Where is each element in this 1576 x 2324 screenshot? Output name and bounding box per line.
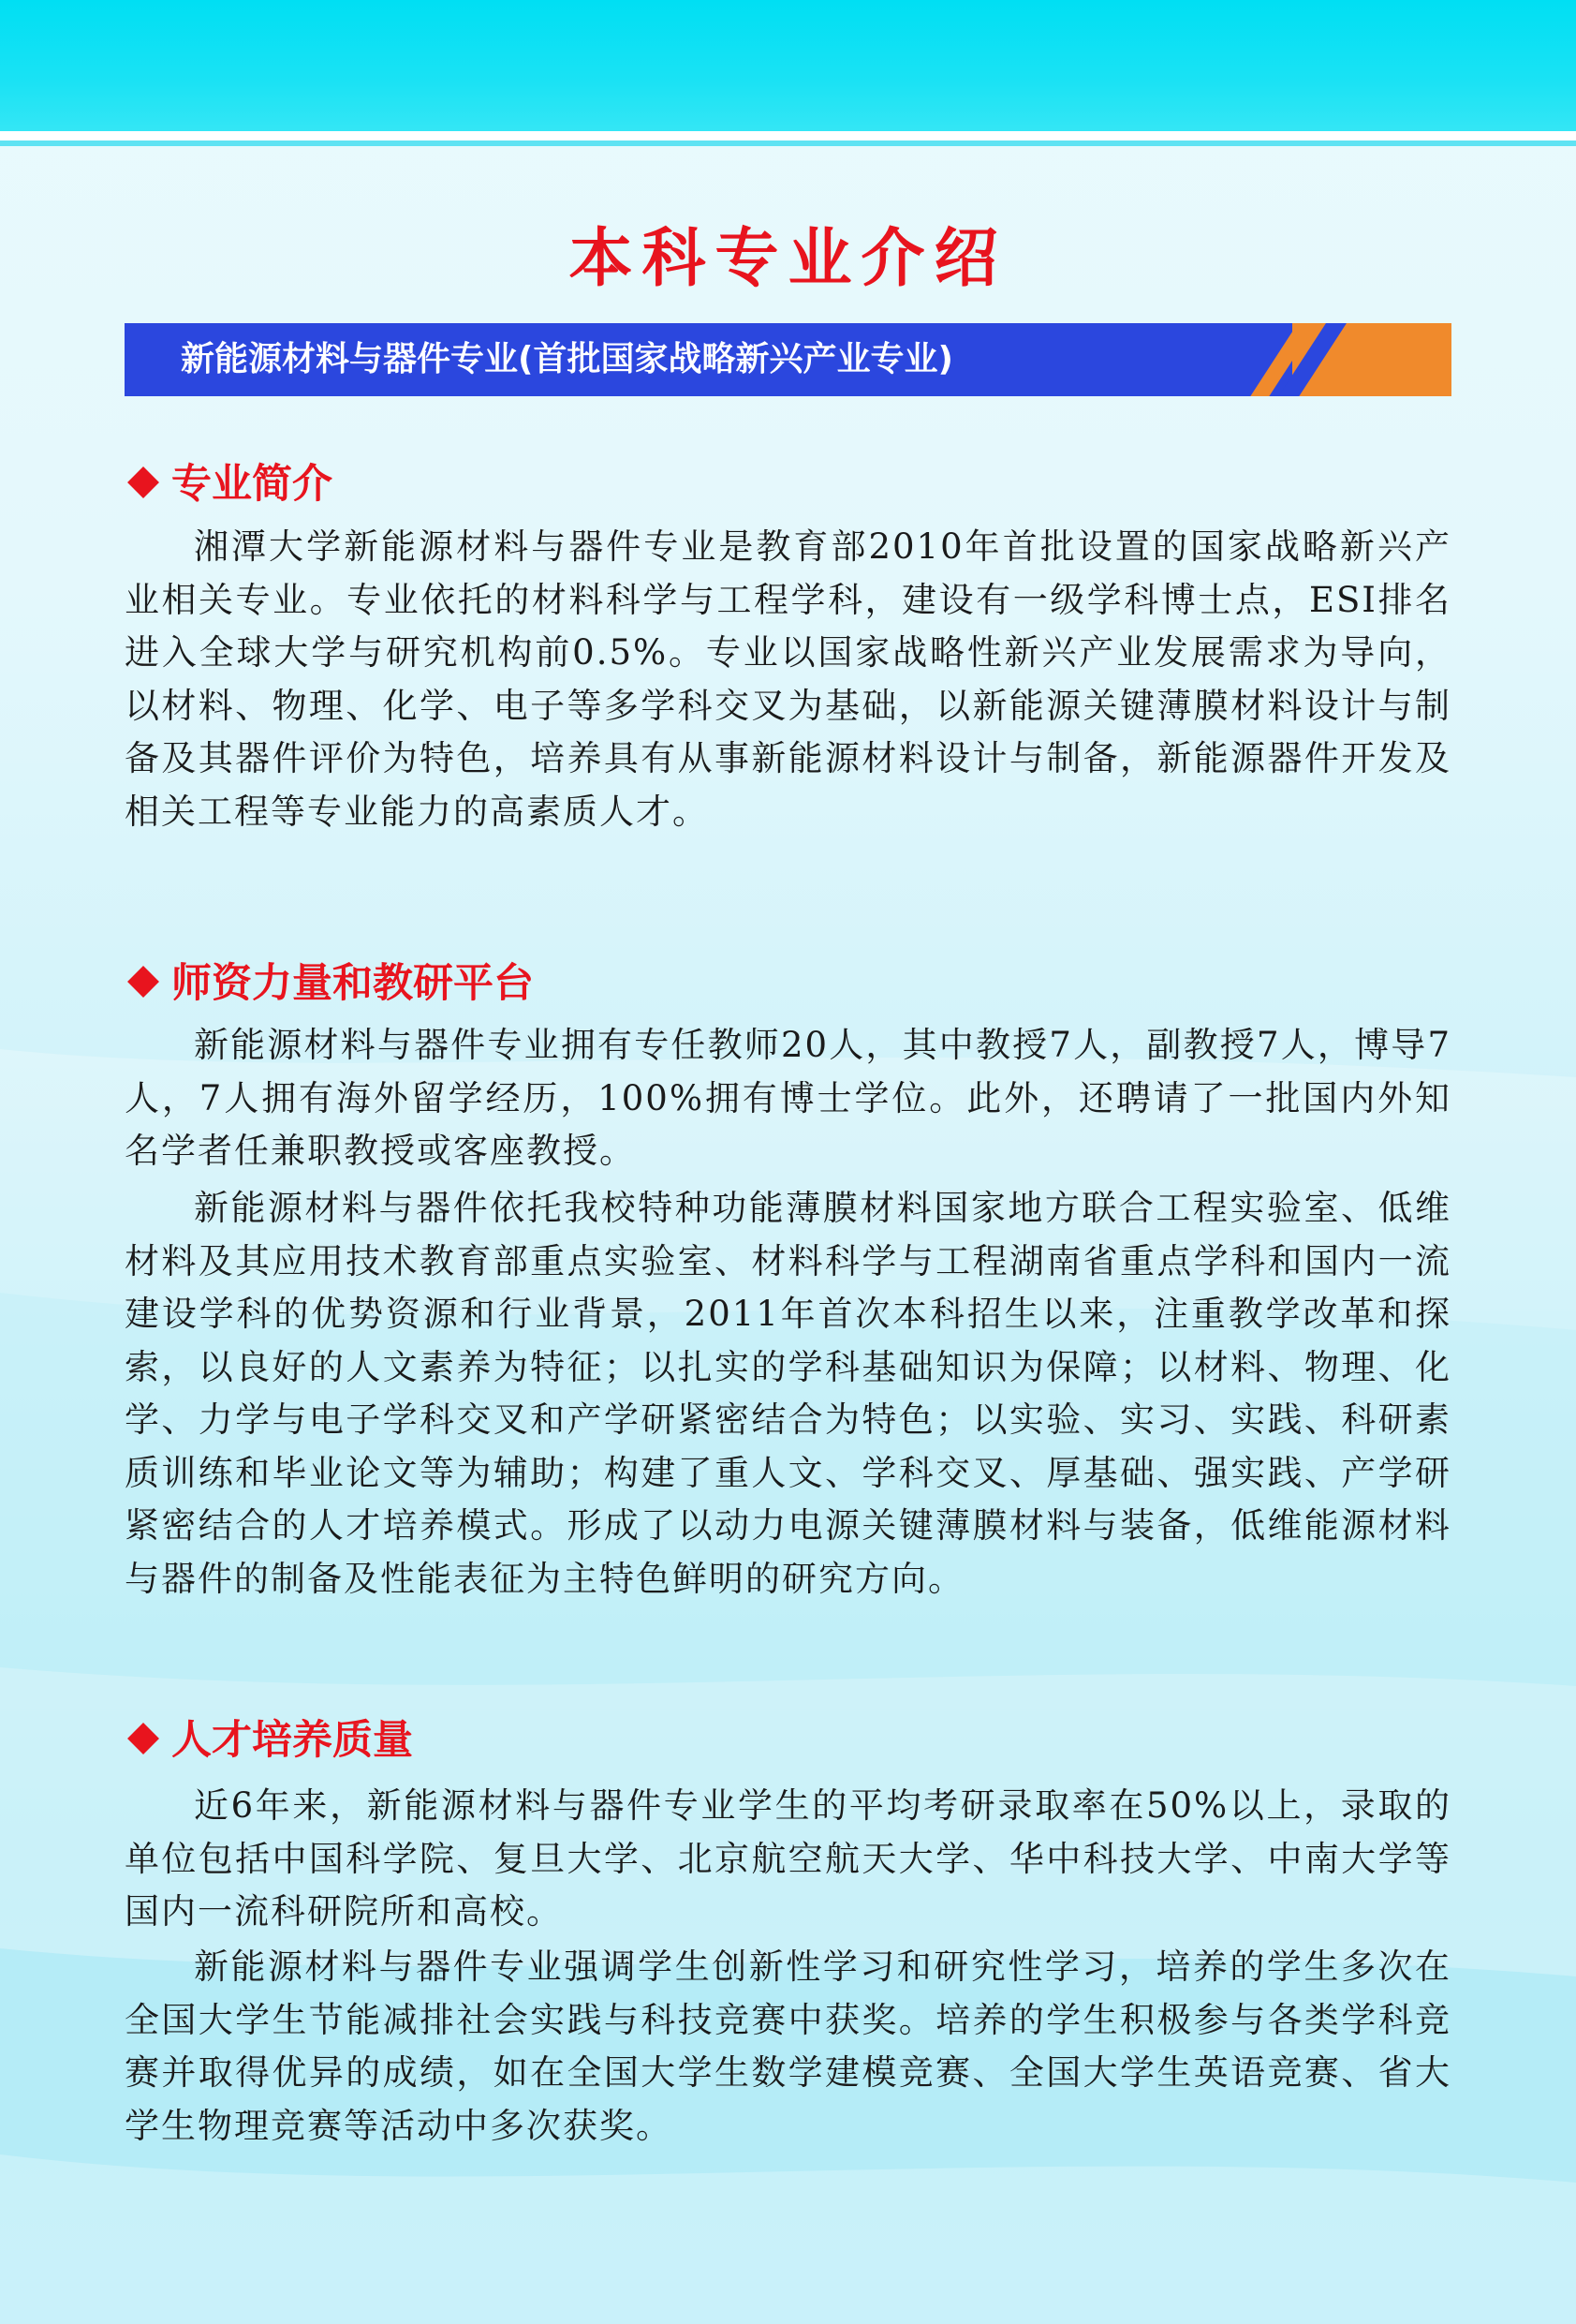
paragraph: 新能源材料与器件依托我校特种功能薄膜材料国家地方联合工程实验室、低维材料及其应用技术教育部重点实验室、材料科学与工程湖南省重点学科和国内一流建设学科的优势资源和行业背景，2011年首次本科招生以来，注重教学改革和探索，以良好的人文素养为特征；以扎实的学科基础知识为保障；以材料、物理、化学、力学与电子学科交叉和产学研紧密结合为特色；以实验、实习、实践、科研素质训练和毕业论文等为辅助；构建了重人文、学科交叉、厚基础、强实践、产学研紧密结合的人才培养模式。形成了以动力电源关键薄膜材料与装备，低维能源材料与器件的制备及性能表征为主特色鲜明的研究方向。 [125, 1188, 1451, 1599]
page-title: 本科专业介绍 [568, 221, 1008, 296]
section-heading-text: 人才培养质量 [171, 1717, 413, 1764]
top-band [0, 0, 1576, 131]
paragraph: 新能源材料与器件专业强调学生创新性学习和研究性学习，培养的学生多次在全国大学生节能减排社会实践与科技竞赛中获奖。培养的学生积极参与各类学科竞赛并取得优异的成绩，如在全国大学生数学建模竞赛、全国大学生英语竞赛、省大学生物理竞赛等活动中多次获奖。 [125, 1947, 1451, 2146]
paragraph: 新能源材料与器件专业拥有专任教师20人，其中教授7人，副教授7人，博导7人，7人拥有海外留学经历，100%拥有博士学位。此外，还聘请了一批国内外知名学者任兼职教授或客座教授。 [125, 1025, 1451, 1171]
section-heading-text: 专业简介 [171, 461, 332, 508]
top-divider [0, 131, 1576, 141]
paragraph: 湘潭大学新能源材料与器件专业是教育部2010年首批设置的国家战略新兴产业相关专业。专业依托的材料科学与工程学科，建设有一级学科博士点，ESI排名进入全球大学与研究机构前0.5%。专业以国家战略性新兴产业发展需求为导向，以材料、物理、化学、电子等多学科交叉为基础，以新能源关键薄膜材料设计与制备及其器件评价为特色，培养具有从事新能源材料设计与制备，新能源器件开发及相关工程等专业能力的高素质人才。 [125, 526, 1451, 832]
section-heading-intro [125, 458, 332, 511]
diamond-bullet-icon [127, 466, 159, 498]
section-heading-faculty [125, 957, 534, 1010]
diamond-bullet-icon [127, 966, 159, 998]
paragraph: 近6年来，新能源材料与器件专业学生的平均考研录取率在50%以上，录取的单位包括中国科学院、复旦大学、北京航空航天大学、华中科技大学、中南大学等国内一流科研院所和高校。 [125, 1785, 1451, 1932]
section-heading-quality [125, 1714, 413, 1767]
major-name: 新能源材料与器件专业(首批国家战略新兴产业专业) [181, 340, 953, 378]
diamond-bullet-icon [127, 1723, 159, 1754]
major-banner [125, 323, 1451, 396]
top-divider-accent [0, 141, 1576, 146]
section-heading-text: 师资力量和教研平台 [171, 960, 534, 1007]
